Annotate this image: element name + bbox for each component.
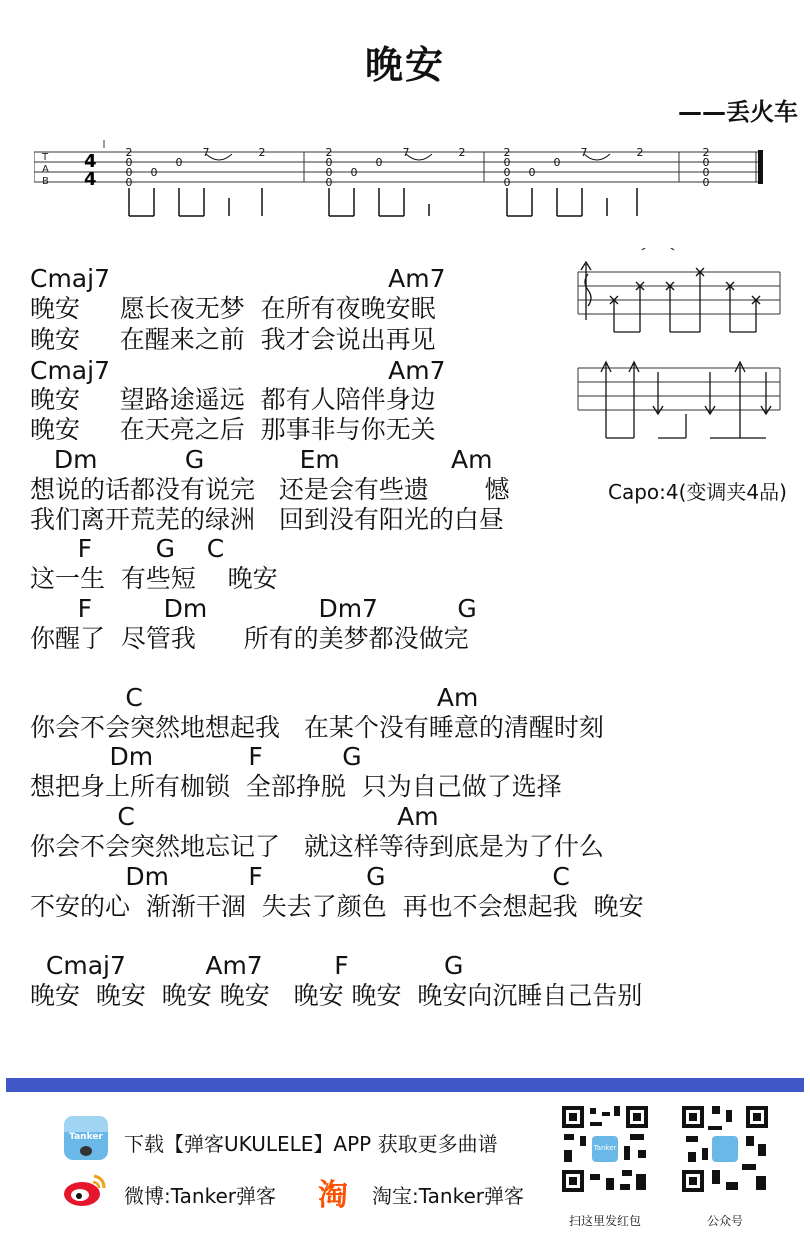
chord-line: Dm F G [30, 742, 362, 771]
song-title: 晚安 [364, 43, 445, 87]
tab-note: 2 [458, 146, 466, 159]
tab-note: 0 [503, 166, 511, 179]
strum-pattern [570, 248, 790, 458]
lyric-line: 你会不会突然地忘记了 就这样等待到底是为了什么 [30, 832, 604, 861]
chord-line: Dm G Em Am [30, 445, 493, 474]
tab-note: 2 [325, 146, 333, 159]
lyric-line: 想说的话都没有说完 还是会有些遗 憾 [30, 475, 510, 504]
tab-label-t: T [42, 152, 49, 163]
lyric-line: 晚安 愿长夜无梦 在所有夜晚安眠 [30, 294, 436, 323]
tab-note: 0 [125, 156, 133, 169]
chord-line: Cmaj7 Am7 [30, 356, 446, 385]
chord-line: F Dm Dm7 G [30, 594, 477, 623]
tab-note: 0 [528, 166, 536, 179]
tab-staff [34, 140, 774, 230]
tab-note: 2 [125, 146, 133, 159]
weibo-text: 微博:Tanker弹客 [124, 1184, 276, 1208]
taobao-text: 淘宝:Tanker弹客 [372, 1184, 524, 1208]
song-artist: ——丢火车 [678, 98, 798, 126]
tab-note: 0 [375, 156, 383, 169]
time-sig-bottom: 4 [84, 169, 97, 190]
tab-note: 0 [702, 166, 710, 179]
footer [0, 1092, 810, 1234]
chord-line: C Am [30, 802, 439, 831]
tab-note: 2 [258, 146, 266, 159]
qr-official-account-label: 公众号 [706, 1214, 743, 1228]
lyric-line: 晚安 在天亮之后 那事非与你无关 [30, 415, 436, 444]
tab-label-b: B [42, 176, 49, 187]
tab-note: 7 [580, 146, 588, 159]
qr-red-packet-label: 扫这里发红包 [568, 1214, 641, 1228]
lyric-line: 晚安 望路途遥远 都有人陪伴身边 [30, 385, 436, 414]
tab-note: 2 [702, 146, 710, 159]
tab-note: 0 [325, 176, 333, 189]
qr-code-official-account [680, 1104, 770, 1194]
app-logo-text: Tanker [69, 1132, 103, 1142]
tanker-app-icon [64, 1116, 108, 1160]
tab-note: 0 [325, 166, 333, 179]
lyric-line: 晚安 在醒来之前 我才会说出再见 [30, 325, 436, 354]
tab-note: 7 [402, 146, 410, 159]
tab-note: 2 [503, 146, 511, 159]
tab-note: 0 [125, 176, 133, 189]
lyric-line: 不安的心 渐渐干涸 失去了颜色 再也不会想起我 晚安 [30, 892, 644, 921]
weibo-icon [62, 1172, 108, 1208]
tab-label-a: A [42, 164, 49, 175]
lyric-line: 想把身上所有枷锁 全部挣脱 只为自己做了选择 [30, 772, 562, 801]
tab-note: 0 [553, 156, 561, 169]
tab-note: 0 [503, 176, 511, 189]
chord-line: Cmaj7 Am7 [30, 264, 446, 293]
tab-note: 0 [702, 156, 710, 169]
tab-note: 2 [636, 146, 644, 159]
tab-note: 0 [702, 176, 710, 189]
tab-note: 0 [503, 156, 511, 169]
lyric-line: 你醒了 尽管我 所有的美梦都没做完 [30, 624, 469, 653]
lyric-line: 晚安 晚安 晚安 晚安 晚安 晚安 晚安向沉睡自己告别 [30, 981, 643, 1010]
tab-note: 0 [350, 166, 358, 179]
tab-note: 7 [202, 146, 210, 159]
download-text: 下载【弹客UKULELE】APP 获取更多曲谱 [124, 1132, 498, 1156]
footer-divider [6, 1078, 804, 1092]
lyric-line: 我们离开荒芜的绿洲 回到没有阳光的白昼 [30, 505, 504, 534]
chord-line: C Am [30, 683, 479, 712]
chord-line: F G C [30, 534, 225, 563]
tab-note: 0 [325, 156, 333, 169]
tab-note: 0 [175, 156, 183, 169]
chord-line: Dm F G C [30, 862, 570, 891]
time-sig-top: 4 [84, 151, 97, 172]
tab-note: 0 [150, 166, 158, 179]
qr-badge-text: Tanker [593, 1144, 617, 1152]
lyric-line: 这一生 有些短 晚安 [30, 564, 278, 593]
tab-note: 0 [125, 166, 133, 179]
capo-note: Capo:4(变调夹4品) [608, 480, 787, 504]
chord-line: Cmaj7 Am7 F G [30, 951, 464, 980]
taobao-icon: 淘 [318, 1178, 348, 1213]
lyric-line: 你会不会突然地想起我 在某个没有睡意的清醒时刻 [30, 713, 604, 742]
